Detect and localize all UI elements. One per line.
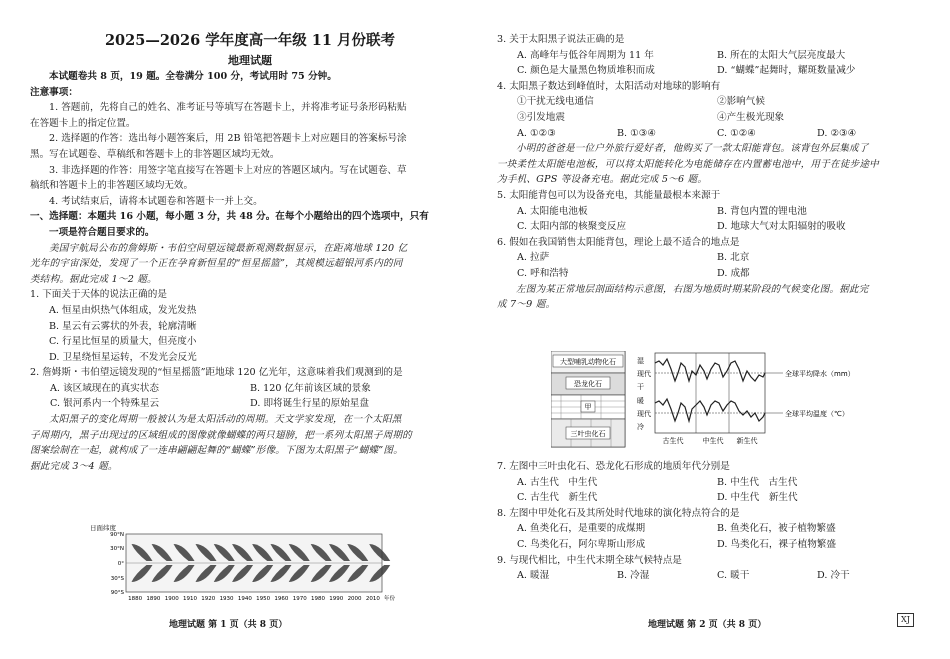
region-badge: XJ xyxy=(897,613,914,627)
climate-chart xyxy=(637,353,855,445)
answer-option[interactable]: B. 所在的太阳大气层亮度最大 xyxy=(717,49,846,61)
layer-label-trilobite: 三叶虫化石 xyxy=(570,430,606,438)
passage-line: 左图为某正常地层剖面结构示意图，右图为地质时期某阶段的气候变化图。据此完 xyxy=(516,283,869,295)
answer-option[interactable]: D. 卫星绕恒星运转，不发光会反光 xyxy=(49,351,197,363)
notice-line: 在答题卡上的指定位置。 xyxy=(30,117,136,129)
answer-option[interactable]: B. 北京 xyxy=(717,252,750,264)
passage-line: 据此完成 3～4 题。 xyxy=(30,460,118,472)
section-heading: 一、选择题：本题共 16 小题，每小题 3 分，共 48 分。在每个小题给出的四个选项中，只有 xyxy=(30,211,429,223)
passage-line: 为手机、GPS 等设备充电。据此完成 5～6 题。 xyxy=(497,174,708,186)
climate-frame xyxy=(655,353,765,433)
right-page-lower xyxy=(497,459,927,584)
answer-option[interactable]: C. 呼和浩特 xyxy=(517,267,569,279)
option-row xyxy=(497,490,927,506)
answer-option[interactable]: C. ①②④ xyxy=(717,127,756,139)
answer-option[interactable]: A. 鱼类化石，是重要的成煤期 xyxy=(517,523,646,535)
passage-line: 类结构。据此完成 1～2 题。 xyxy=(30,273,157,285)
notice-line: 4. 考试结束后，请将本试题卷和答题卡一并上交。 xyxy=(49,195,263,207)
answer-option[interactable]: A. 太阳能电池板 xyxy=(517,205,588,217)
passage-line: 一块柔性太阳能电池板，可以将太阳能转化为电能储存在内置蓄电池中，用于在徒步途中 xyxy=(497,158,879,170)
page-footer: 地理试题 第 2 页（共 8 页） xyxy=(648,620,767,630)
x-tick-label: 2000 xyxy=(347,596,362,602)
answer-option[interactable]: C. 暖干 xyxy=(717,570,750,582)
question-stem: 3. 关于太阳黑子说法正确的是 xyxy=(497,34,625,45)
y-tick-label: 30°S xyxy=(110,576,124,582)
strata-column xyxy=(551,351,625,447)
question-stem: 4. 太阳黑子数达到峰值时，太阳活动对地球的影响有 xyxy=(497,80,721,92)
passage-line: 美国宇航局公布的詹姆斯・韦伯空间望远镜最新观测数据显示，在距离地球 120 亿 xyxy=(49,242,408,254)
climate-label-modern: 现代 xyxy=(637,370,651,378)
era-label: 古生代 xyxy=(662,437,684,445)
right-page xyxy=(497,32,927,313)
answer-option[interactable]: D. “蝴蝶”起舞时，耀斑数量减少 xyxy=(717,65,856,77)
option-row xyxy=(497,219,927,235)
answer-option[interactable]: D. 中生代 新生代 xyxy=(717,492,798,504)
passage-line: 太阳黑子的变化周期一般被认为是太阳活动的周期。天文学家发现，在一个太阳黑 xyxy=(49,414,402,426)
notice-title: 注意事项： xyxy=(30,86,78,98)
option-row xyxy=(497,475,927,491)
exam-subtitle: 地理试题 xyxy=(228,54,272,67)
era-label: 新生代 xyxy=(736,437,758,445)
x-axis xyxy=(128,594,395,602)
answer-option[interactable]: A. 古生代 中生代 xyxy=(517,476,598,488)
notice-line: 黑。写在试题卷、草稿纸和答题卡上的非答题区域均无效。 xyxy=(30,148,280,160)
x-tick-label: 1980 xyxy=(311,596,325,602)
notice-line: 3. 非选择题的作答：用签字笔直接写在答题卡上对应的答题区域内。写在试题卷、草 xyxy=(49,164,407,176)
statement-item: ①干扰无线电通信 xyxy=(517,96,594,108)
option-row xyxy=(497,204,927,220)
legend-precipitation: 全球平均降水（mm） xyxy=(785,370,855,378)
climate-label-wet: 湿 xyxy=(637,357,644,365)
answer-option[interactable]: B. 中生代 古生代 xyxy=(717,476,798,488)
option-row xyxy=(30,396,470,412)
passage-line: 子周期内，黑子出现过的区域组成的图像就像蝴蝶的两只翅膀，把一系列太阳黑子周期的 xyxy=(30,429,412,441)
option-row xyxy=(497,521,927,537)
answer-option[interactable]: B. 鱼类化石，被子植物繁盛 xyxy=(717,523,836,535)
answer-option[interactable]: C. 银河系内一个特殊星云 xyxy=(50,398,160,410)
x-tick-label: 1880 xyxy=(128,596,143,602)
passage-line: 成 7～9 题。 xyxy=(497,299,556,311)
x-tick-label: 1970 xyxy=(292,596,307,602)
climate-label-modern: 现代 xyxy=(637,410,651,418)
x-tick-label: 2010 xyxy=(365,596,380,602)
sunspot-butterfly-chart xyxy=(88,524,408,608)
answer-option[interactable]: C. 古生代 新生代 xyxy=(517,492,598,504)
x-tick-label: 1990 xyxy=(329,596,344,602)
y-tick-label: 0° xyxy=(117,561,124,567)
passage-line: 小明的爸爸是一位户外旅行爱好者，他购买了一款太阳能背包。该背包外层集成了 xyxy=(516,143,869,155)
question-stem: 6. 假如在我国销售太阳能背包，理论上最不适合的地点是 xyxy=(497,236,740,248)
option-row xyxy=(497,266,927,282)
x-unit-label: 年份 xyxy=(384,596,396,602)
answer-option[interactable]: C. 鸟类化石，阿尔卑斯山形成 xyxy=(517,538,646,550)
option-row xyxy=(497,63,927,79)
answer-option[interactable]: D. ②③④ xyxy=(817,127,857,139)
answer-option[interactable]: B. 星云有云雾状的外表，轮廓清晰 xyxy=(49,320,197,332)
notice-line: 稿纸和答题卡上的非答题区域均无效。 xyxy=(30,180,194,192)
answer-option[interactable]: A. 恒星由炽热气体组成，发光发热 xyxy=(49,304,197,316)
answer-option[interactable]: C. 太阳内部的核聚变反应 xyxy=(517,221,627,233)
item-row xyxy=(497,110,927,126)
option-row xyxy=(30,381,470,397)
x-tick-label: 1940 xyxy=(237,596,252,602)
y-tick-label: 30°N xyxy=(110,546,124,552)
answer-option[interactable]: D. 成都 xyxy=(717,267,750,279)
question-stem: 1. 下面关于天体的说法正确的是 xyxy=(30,289,167,301)
option-row xyxy=(497,250,927,266)
statement-item: ④产生极光现象 xyxy=(717,111,785,123)
notice-line: 1. 答题前，先将自己的姓名、准考证号等填写在答题卡上，并将准考证号条形码粘贴 xyxy=(49,102,407,114)
exam-intro: 本试题卷共 8 页，19 题。全卷满分 100 分，考试用时 75 分钟。 xyxy=(49,71,337,82)
answer-option[interactable]: A. 暖湿 xyxy=(517,570,550,582)
answer-option[interactable]: D. 冷干 xyxy=(817,570,850,582)
x-tick-label: 1920 xyxy=(201,596,216,602)
option-row xyxy=(497,537,927,553)
x-tick-label: 1910 xyxy=(183,596,197,602)
answer-option[interactable]: A. 高峰年与低谷年周期为 11 年 xyxy=(517,49,654,61)
statement-item: ③引发地震 xyxy=(517,111,565,123)
legend-temperature: 全球平均温度（℃） xyxy=(785,410,849,418)
x-tick-label: 1890 xyxy=(146,596,161,602)
y-tick-label: 90°N xyxy=(110,532,124,538)
notice-line: 2. 选择题的作答：选出每小题答案后，用 2B 铅笔把答题卡上对应题目的答案标号涂 xyxy=(49,133,407,145)
climate-label-dry: 干 xyxy=(637,383,644,391)
x-tick-label: 1900 xyxy=(164,596,179,602)
question-stem: 7. 左图中三叶虫化石、恐龙化石形成的地质年代分别是 xyxy=(497,461,730,472)
layer-label-mammal: 大型哺乳动物化石 xyxy=(560,358,616,366)
answer-option[interactable]: A. 拉萨 xyxy=(517,252,550,264)
x-tick-label: 1960 xyxy=(274,596,289,602)
statement-item: ②影响气候 xyxy=(717,96,765,108)
option-row xyxy=(497,126,927,142)
answer-option[interactable]: C. 颜色是大量黑色物质堆积而成 xyxy=(517,65,655,77)
answer-option[interactable]: C. 行星比恒星的质量大，但亮度小 xyxy=(49,336,197,348)
section-heading: 一项是符合题目要求的。 xyxy=(49,226,155,238)
question-stem: 2. 詹姆斯・韦伯望远镜发现的“恒星摇篮”距地球 120 亿光年，这意味着我们观测到的是 xyxy=(30,367,403,379)
x-tick-label: 1950 xyxy=(256,596,271,602)
layer-label-dinosaur: 恐龙化石 xyxy=(574,380,602,388)
question-stem: 5. 太阳能背包可以为设备充电，其能量最根本来源于 xyxy=(497,189,721,201)
question-stem: 9. 与现代相比，中生代末期全球气候特点是 xyxy=(497,554,682,566)
answer-option[interactable]: B. 背包内置的锂电池 xyxy=(717,205,807,217)
answer-option[interactable]: D. 地球大气对太阳辐射的吸收 xyxy=(717,221,846,233)
item-row xyxy=(497,94,927,110)
answer-option[interactable]: B. 冷湿 xyxy=(617,570,650,582)
exam-title: 2025—2026 学年度高一年级 11 月份联考 xyxy=(104,32,396,49)
answer-option[interactable]: A. ①②③ xyxy=(517,127,556,139)
x-tick-label: 1930 xyxy=(219,596,234,602)
answer-option[interactable]: B. 120 亿年前该区域的景象 xyxy=(250,382,371,394)
left-page xyxy=(30,0,470,474)
page-footer: 地理试题 第 1 页（共 8 页） xyxy=(169,620,288,630)
strata-climate-figure xyxy=(551,351,891,451)
answer-option[interactable]: B. ①③④ xyxy=(617,127,656,139)
answer-option[interactable]: D. 鸟类化石，裸子植物繁盛 xyxy=(717,538,836,550)
era-label: 中生代 xyxy=(702,437,724,445)
answer-option[interactable]: D. 即将诞生行星的原始星盘 xyxy=(250,398,369,410)
layer-label-jia: 甲 xyxy=(584,403,592,411)
climate-label-warm: 暖 xyxy=(637,397,644,405)
option-row xyxy=(497,48,927,64)
option-row xyxy=(497,568,927,584)
climate-label-cold: 冷 xyxy=(637,423,644,431)
passage-line: 图案绘制在一起，就构成了一连串翩翩起舞的“蝴蝶”形像。下图为太阳黑子“蝴蝶”图。 xyxy=(30,445,403,457)
passage-line: 光年的宇宙深处，发现了一个正在孕育新恒星的“恒星摇篮”，其规模远超银河系内的同 xyxy=(30,258,403,270)
chart-y-title: 日面纬度 xyxy=(90,524,116,532)
question-stem: 8. 左图中甲处化石及其所处时代地球的演化特点符合的是 xyxy=(497,507,740,519)
y-tick-label: 90°S xyxy=(110,590,124,596)
answer-option[interactable]: A. 该区域现在的真实状态 xyxy=(50,382,159,394)
